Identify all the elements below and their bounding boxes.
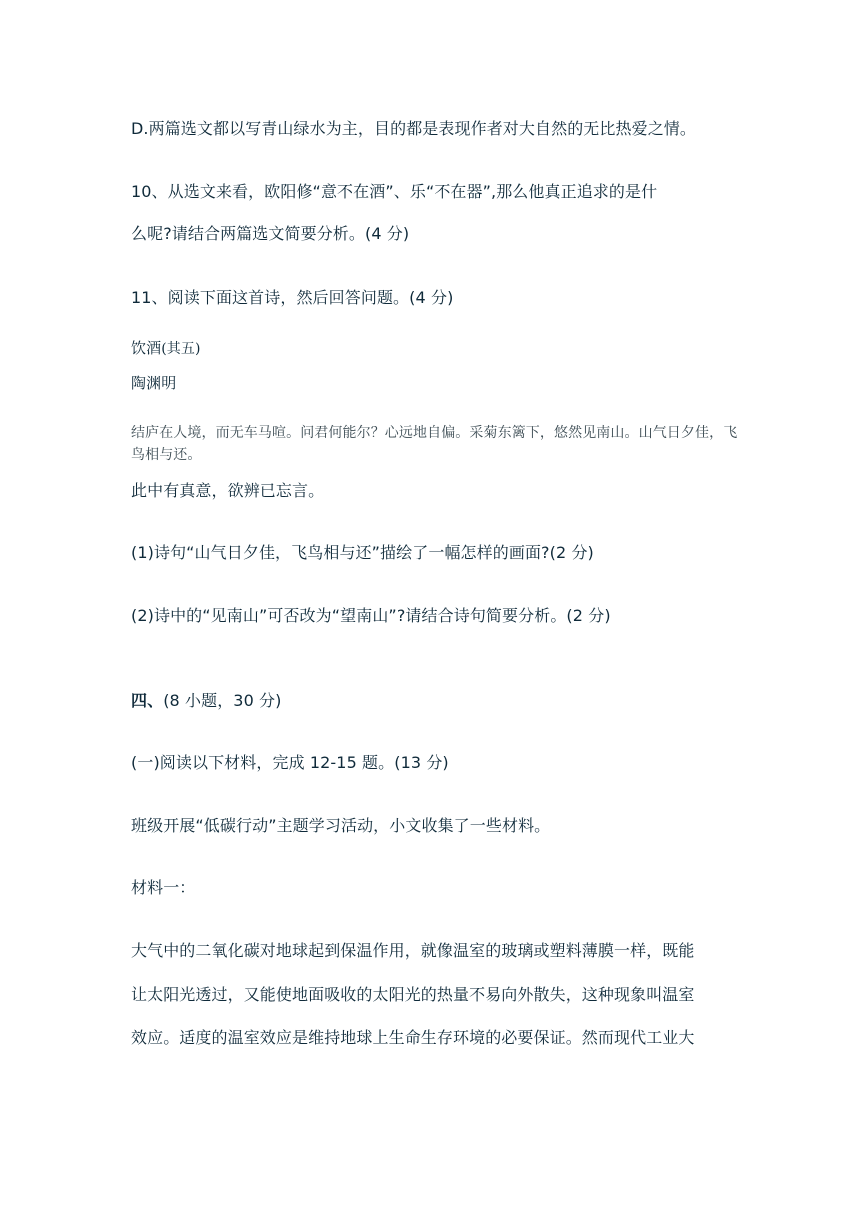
- material-line-1: 大气中的二氧化碳对地球起到保温作用，就像温室的玻璃或塑料薄膜一样，既能: [131, 941, 695, 960]
- question-11-text: 11、阅读下面这首诗，然后回答问题。(4 分): [131, 288, 454, 307]
- sub-question-1: (1)诗句“山气日夕佳，飞鸟相与还”描绘了一幅怎样的画面?(2 分): [131, 543, 594, 562]
- sub-question-2: (2)诗中的“见南山”可否改为“望南山”?请结合诗句简要分析。(2 分): [131, 606, 611, 625]
- material-line-3: 效应。适度的温室效应是维持地球上生命生存环境的必要保证。然而现代工业大: [131, 1028, 695, 1047]
- poem-title-paren: (其五): [161, 341, 201, 357]
- section-label: 四、: [131, 691, 164, 710]
- part-1-heading: (一)阅读以下材料，完成 12-15 题。(13 分): [131, 753, 449, 772]
- question-10-line-2: 么呢?请结合两篇选文简要分析。(4 分): [131, 224, 410, 243]
- poem-title-main: 饮酒: [131, 339, 162, 357]
- section-info: (8 小题，30 分): [163, 691, 282, 710]
- poem-body: 结庐在人境，而无车马喧。问君何能尔？心远地自偏。采菊东篱下，悠然见南山。山气日夕佳，飞鸟相与还。: [131, 425, 738, 463]
- question-10-line-1: 10、从选文来看，欧阳修“意不在酒”、乐“不在器”,那么他真正追求的是什: [131, 182, 658, 201]
- poem-title: [131, 336, 740, 361]
- material-label: 材料一：: [131, 878, 196, 897]
- material-line-2: 让太阳光透过，又能使地面吸收的太阳光的热量不易向外散失，这种现象叫温室: [131, 985, 695, 1004]
- intro-text: 班级开展“低碳行动”主题学习活动，小文收集了一些材料。: [131, 816, 551, 835]
- section-heading: [131, 689, 740, 713]
- option-d-text: D.两篇选文都以写青山绿水为主，目的都是表现作者对大自然的无比热爱之情。: [131, 119, 697, 138]
- poem-author: 陶渊明: [131, 374, 177, 392]
- poem-last-line: 此中有真意，欲辨已忘言。: [131, 481, 325, 500]
